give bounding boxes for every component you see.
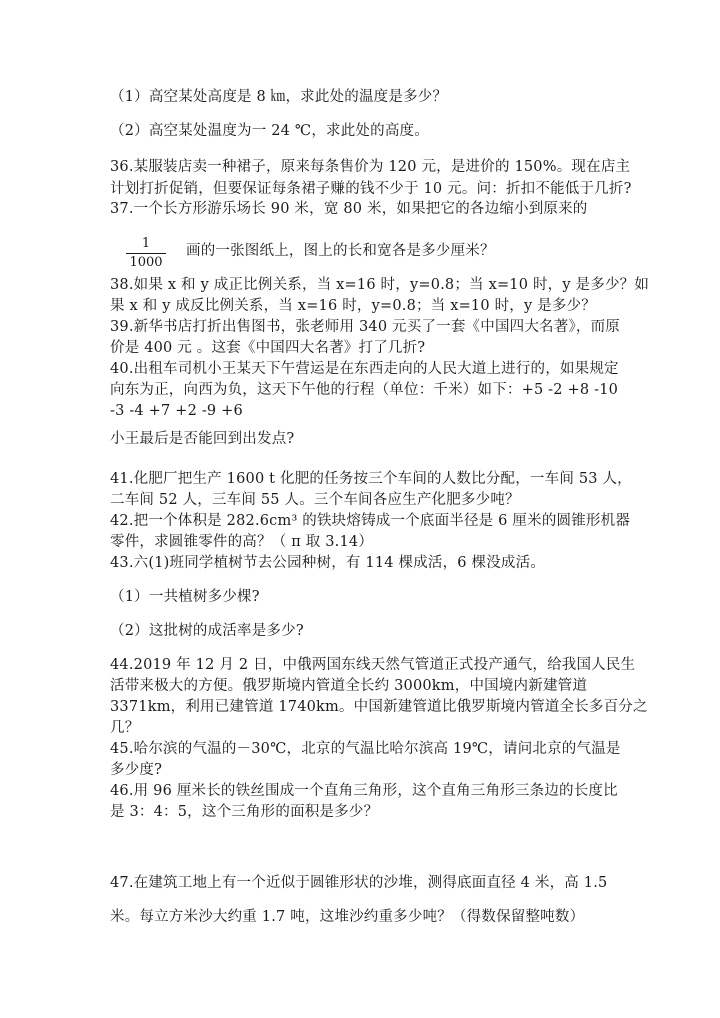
question-44-line-1: 44.2019 年 12 月 2 日，中俄两国东线天然气管道正式投产通气，给我国人民生	[110, 657, 636, 673]
question-43-line-1: 43.六(1)班同学植树节去公园种树，有 114 棵成活，6 棵没成活。	[110, 555, 546, 571]
question-40-question: 小王最后是否能回到出发点?	[110, 431, 295, 447]
question-44-line-4: 几？	[110, 720, 140, 736]
question-35-part-2: （2）高空某处温度为一 24 ℃，求此处的高度。	[110, 123, 429, 139]
question-38-line-1: 38.如果 x 和 y 成正比例关系，当 x=16 时，y=0.8；当 x=10 时，y 是多少？如	[110, 277, 650, 293]
question-46-line-2: 是 3：4：5，这个三角形的面积是多少？	[110, 804, 379, 820]
question-41-line-1: 41.化肥厂把生产 1600 t 化肥的任务按三个车间的人数比分配，一车间 53 人，	[110, 471, 632, 487]
question-46-line-1: 46.用 96 厘米长的铁丝围成一个直角三角形，这个直角三角形三条边的长度比	[110, 783, 618, 799]
question-36-line-2: 计划打折促销，但要保证每条裙子赚的钱不少于 10 元。问：折扣不能低于几折?	[110, 181, 632, 197]
question-40-line-2: 向东为正，向西为负，这天下午他的行程（单位：千米）如下：+5 -2 +8 -10	[110, 382, 619, 398]
question-35-part-1: （1）高空某处高度是 8 ㎞，求此处的温度是多少？	[110, 89, 448, 105]
question-43-part-2: （2）这批树的成活率是多少?	[110, 623, 304, 639]
question-44-line-3: 3371km，利用已建管道 1740km。中国新建管道比俄罗斯境内管道全长多百分之	[110, 699, 648, 715]
question-37-line-2: 画的一张图纸上，图上的长和宽各是多少厘米？	[186, 243, 495, 259]
question-41-line-2: 二车间 52 人，三车间 55 人。三个车间各应生产化肥多少吨？	[110, 492, 520, 508]
question-45-line-2: 多少度?	[110, 762, 163, 778]
question-47-line-2: 米。每立方米沙大约重 1.7 吨，这堆沙约重多少吨？（得数保留整吨数）	[110, 909, 585, 925]
question-44-line-2: 活带来极大的方便。俄罗斯境内管道全长约 3000km，中国境内新建管道	[110, 678, 588, 694]
question-40-line-1: 40.出租车司机小王某天下午营运是在东西走向的人民大道上进行的，如果规定	[110, 361, 619, 377]
question-43-part-1: （1）一共植树多少棵?	[110, 589, 260, 605]
scale-fraction	[126, 236, 166, 271]
fraction-denominator: 1000	[129, 255, 163, 270]
question-39-line-2: 价是 400 元 。这套《中国四大名著》打了几折?	[110, 340, 426, 356]
question-42-line-2: 零件，求圆锥零件的高？（ π 取 3.14）	[110, 534, 374, 550]
fraction-numerator: 1	[126, 236, 166, 254]
question-45-line-1: 45.哈尔滨的气温的－30℃，北京的气温比哈尔滨高 19℃，请问北京的气温是	[110, 741, 621, 757]
question-36-line-1: 36.某服装店卖一种裙子，原来每条售价为 120 元，是进价的 150%。现在店主	[110, 159, 631, 175]
question-39-line-1: 39.新华书店打折出售图书，张老师用 340 元买了一套《中国四大名著》，而原	[110, 319, 621, 335]
question-38-line-2: 果 x 和 y 成反比例关系，当 x=16 时，y=0.8；当 x=10 时，y 是多少？	[110, 298, 596, 314]
question-40-line-3: -3 -4 +7 +2 -9 +6	[110, 403, 243, 419]
question-37-line-1: 37.一个长方形游乐场长 90 米，宽 80 米，如果把它的各边缩小到原来的	[110, 201, 588, 217]
question-47-line-1: 47.在建筑工地上有一个近似于圆锥形状的沙堆，测得底面直径 4 米，高 1.5	[110, 875, 608, 891]
question-42-line-1: 42.把一个体积是 282.6cm³ 的铁块熔铸成一个底面半径是 6 厘米的圆锥形机器	[110, 513, 631, 529]
